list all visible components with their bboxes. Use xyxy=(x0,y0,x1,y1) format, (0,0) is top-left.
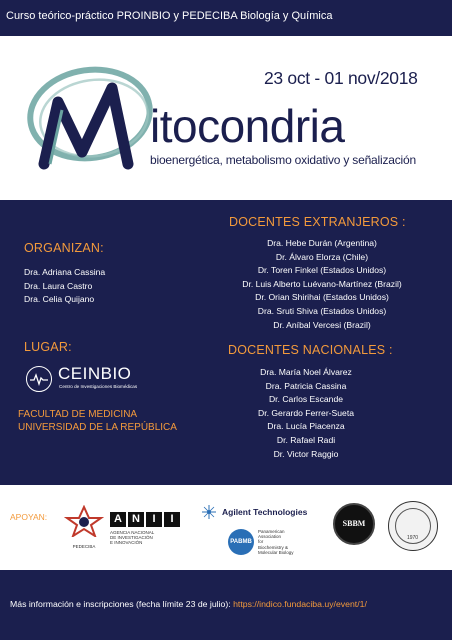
faculty-name: Dra. Patricia Cassina xyxy=(265,380,347,391)
hero-title: itocondria xyxy=(150,100,345,152)
pedeciba-label: PEDECIBA xyxy=(72,544,96,549)
anii-letter-box: I xyxy=(164,512,180,527)
main-content xyxy=(0,200,452,485)
anii-letter-box: A xyxy=(110,512,126,527)
anii-sub: AGENCIA NACIONAL xyxy=(110,530,155,535)
top-bar xyxy=(0,0,452,36)
organizer-name: Dra. Adriana Cassina xyxy=(24,267,106,277)
faculty-line: FACULTAD DE MEDICINA xyxy=(18,409,138,420)
sponsors-strip xyxy=(0,485,452,570)
organizer-name: Dra. Laura Castro xyxy=(24,280,93,291)
faculty-name: Dr. Rafael Radi xyxy=(276,434,336,445)
venue-heading: LUGAR: xyxy=(24,340,72,354)
faculty-name: Dr. Luis Alberto Luévano-Martínez (Brazil) xyxy=(242,278,402,289)
agilent-logo xyxy=(202,505,322,521)
faculty-name: Dr. Gerardo Ferrer-Sueta xyxy=(258,407,354,418)
registration-link[interactable]: https://indico.fundaciba.uy/event/1/ xyxy=(233,599,367,609)
faculty-name: Dr. Toren Finkel (Estados Unidos) xyxy=(257,265,387,276)
faculty-name: Dr. Victor Raggio xyxy=(273,448,339,459)
footer-info xyxy=(10,599,367,609)
anii-letter-box: N xyxy=(128,512,144,527)
pulse-icon xyxy=(30,372,48,386)
pabmb-sub: for xyxy=(258,539,264,545)
ceinbio-emblem-icon xyxy=(26,366,52,392)
mitochondria-m-logo-icon xyxy=(24,58,164,178)
course-dates: 23 oct - 01 nov/2018 xyxy=(264,68,418,88)
sbbm-label: SBBM xyxy=(342,519,366,528)
pabmb-logo xyxy=(228,529,318,565)
footer-info-text: Más información e inscripciones (fecha límite 23 de julio): xyxy=(10,599,231,609)
anii-logo xyxy=(110,512,182,552)
faculty-name: Dr. Carlos Escande xyxy=(268,394,344,405)
pedeciba-star-icon xyxy=(64,505,104,537)
hero-banner xyxy=(0,36,452,200)
faculty-name: Dra. Lucía Piacenza xyxy=(267,421,345,432)
university-line: UNIVERSIDAD DE LA REPÚBLICA xyxy=(18,421,177,433)
faculty-name: Dra. Sruti Shiva (Estados Unidos) xyxy=(257,305,387,316)
ceinbio-logo xyxy=(26,366,166,392)
venue-faculty xyxy=(18,409,177,434)
pabmb-sub: Biochemistry & xyxy=(258,544,289,550)
anii-letter-box: I xyxy=(146,512,162,527)
faculty-name: Dr. Álvaro Elorza (Chile) xyxy=(275,251,369,262)
hero-subtitle: bioenergética, metabolismo oxidativo y señalización xyxy=(150,153,416,167)
organizer-name: Dra. Celia Quijano xyxy=(24,294,95,305)
agilent-name: Agilent Technologies xyxy=(222,507,308,517)
foreign-faculty-list xyxy=(222,237,422,332)
agilent-spark-icon xyxy=(202,505,216,519)
anii-sub: E INNOVACIÓN xyxy=(110,540,143,546)
sbbm-seal xyxy=(333,503,375,545)
pabmb-sub: Panamerican xyxy=(258,529,285,534)
faculty-name: Dr. Aníbal Vercesi (Brazil) xyxy=(273,319,371,330)
national-faculty-list xyxy=(206,366,406,461)
ceinbio-name: CEINBIO xyxy=(58,364,132,383)
seal-year: 1970 xyxy=(406,535,419,541)
ceinbio-subtitle: Centro de Investigaciones Biomédicas xyxy=(59,384,138,389)
university-seal xyxy=(388,501,438,551)
faculty-name: Dr. Orian Shirihai (Estados Unidos) xyxy=(255,292,389,303)
organizers-heading: ORGANIZAN: xyxy=(24,241,104,255)
anii-sub: DE INVESTIGACIÓN xyxy=(110,535,153,541)
sponsors-label: APOYAN: xyxy=(10,512,48,522)
foreign-faculty-heading: DOCENTES EXTRANJEROS : xyxy=(229,215,406,229)
pabmb-emblem: PABMB xyxy=(228,529,254,555)
pabmb-sub: Molecular Biology xyxy=(258,549,294,555)
footer xyxy=(0,570,452,640)
course-title: Curso teórico-práctico PROINBIO y PEDECIBA Biología y Química xyxy=(6,10,333,22)
pedeciba-logo xyxy=(64,505,104,553)
organizers-list xyxy=(24,266,105,307)
pabmb-sub: Association xyxy=(258,534,282,540)
faculty-name: Dra. María Noel Álvarez xyxy=(260,367,352,377)
faculty-name: Dra. Hebe Durán (Argentina) xyxy=(267,238,377,248)
national-faculty-heading: DOCENTES NACIONALES : xyxy=(228,343,393,357)
